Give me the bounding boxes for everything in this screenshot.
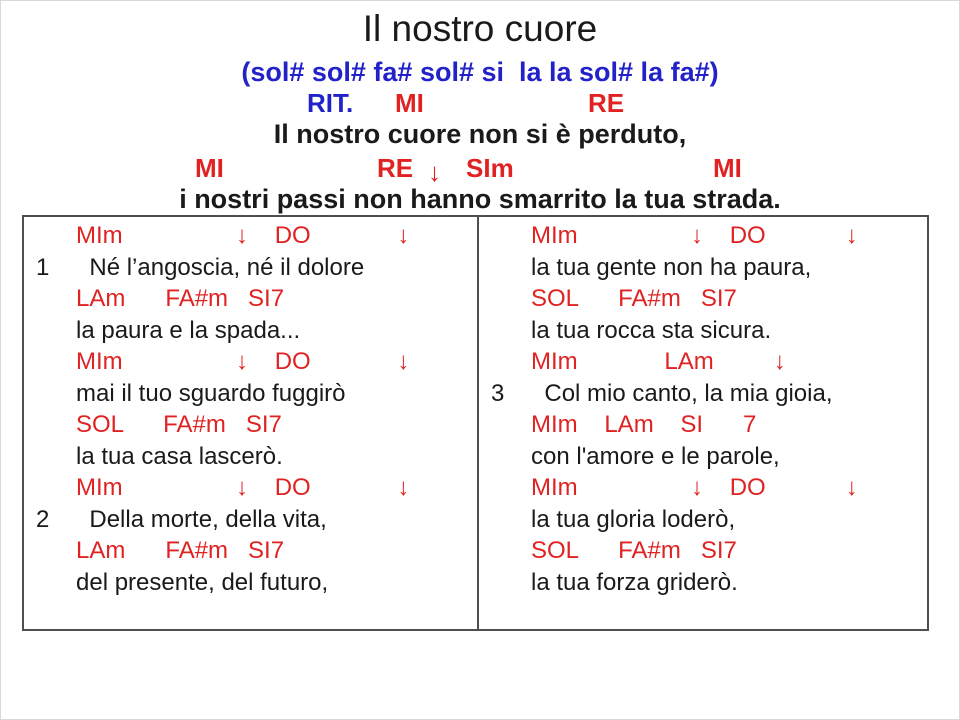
- chord-mi: MI: [713, 153, 742, 183]
- verse-column-left: [24, 217, 479, 629]
- lyric-line: del presente, del futuro,: [36, 568, 329, 596]
- lyric-line: mai il tuo sguardo fuggirò: [36, 379, 346, 407]
- lyric-line: la paura e la spada...: [36, 316, 301, 344]
- song-title: Il nostro cuore: [362, 8, 598, 49]
- chord-line: MIm LAm ↓: [491, 348, 786, 375]
- verse-column-right: [479, 217, 927, 629]
- lyric-line: la tua rocca sta sicura.: [491, 316, 772, 344]
- chord-line: MIm LAm SI 7: [491, 411, 757, 438]
- lyric-line-verse-2: 2 Della morte, della vita,: [36, 505, 327, 533]
- chord-line: MIm ↓ DO ↓: [491, 474, 858, 501]
- down-arrow-icon: ↓: [428, 157, 441, 187]
- chord-sim: SIm: [466, 153, 514, 183]
- refrain-chord-line-2: [0, 153, 960, 187]
- lyric-line: la tua forza griderò.: [491, 568, 738, 596]
- lyric-line: la tua gente non ha paura,: [491, 253, 812, 281]
- refrain-label: RIT.: [307, 88, 354, 118]
- lyric-line-verse-1: 1 Né l’angoscia, né il dolore: [36, 253, 365, 281]
- chord-line: SOL FA#m SI7: [491, 285, 737, 312]
- refrain-lyric-1: Il nostro cuore non si è perduto,: [273, 119, 687, 149]
- lyric-line: la tua casa lascerò.: [36, 442, 283, 470]
- refrain-lyric-2: i nostri passi non hanno smarrito la tua strada.: [179, 184, 781, 214]
- chord-line: MIm ↓ DO ↓: [36, 348, 410, 375]
- lyric-line: con l'amore e le parole,: [491, 442, 780, 470]
- refrain-chord-line-1: [0, 88, 960, 118]
- chord-re: RE: [588, 88, 625, 118]
- verse-table: [22, 215, 929, 631]
- chord-line: MIm ↓ DO ↓: [36, 222, 410, 249]
- chord-line: MIm ↓ DO ↓: [491, 222, 858, 249]
- chord-line: SOL FA#m SI7: [491, 537, 737, 564]
- intro-notes-line: (sol# sol# fa# sol# si la la sol# la fa#): [241, 57, 719, 87]
- chord-line: MIm ↓ DO ↓: [36, 474, 410, 501]
- chord-mi: MI: [195, 153, 224, 183]
- chord-line: LAm FA#m SI7: [36, 537, 285, 564]
- lyric-line: la tua gloria loderò,: [491, 505, 736, 533]
- chord-line: SOL FA#m SI7: [36, 411, 282, 438]
- chord-line: LAm FA#m SI7: [36, 285, 285, 312]
- chord-mi: MI: [395, 88, 424, 118]
- chord-re: RE: [377, 153, 414, 183]
- lyric-line-verse-3: 3 Col mio canto, la mia gioia,: [491, 379, 833, 407]
